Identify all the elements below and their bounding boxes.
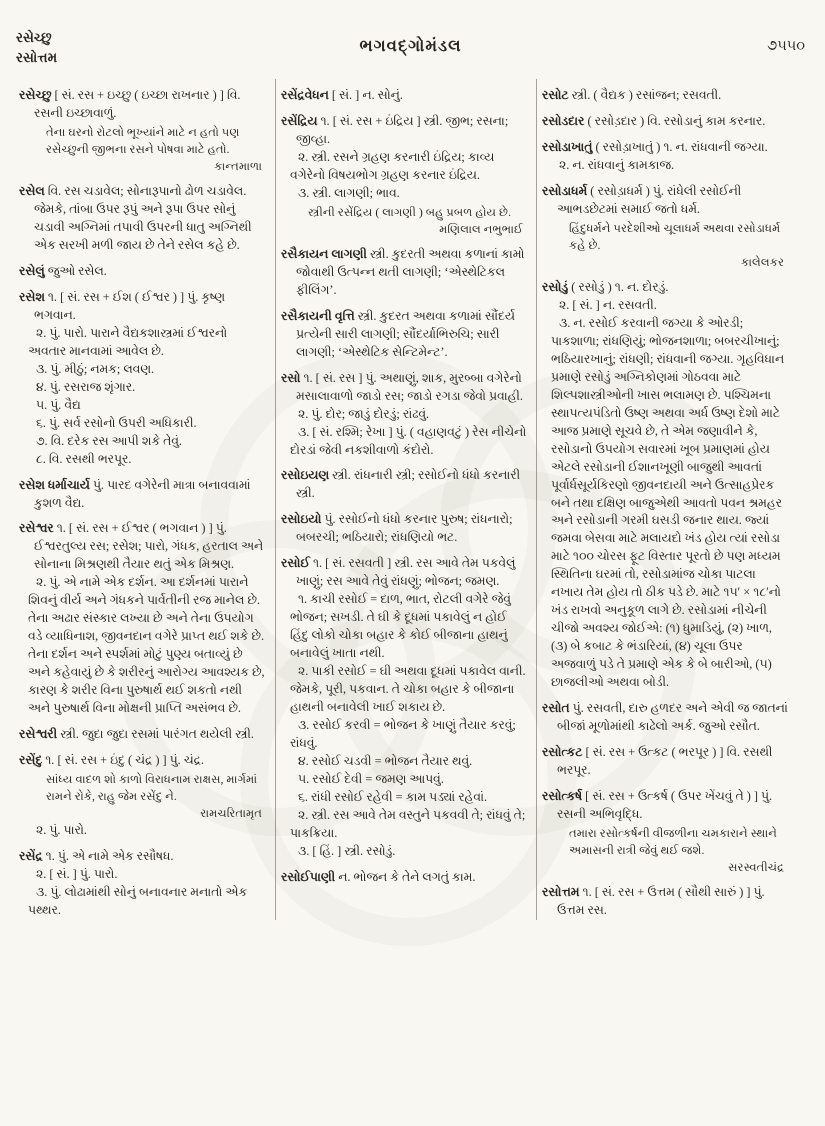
dictionary-entry: રસોત્કટ [ સં. રસ + ઉત્કટ ( ભરપૂર ) ] વિ. રસથી ભરપૂર. <box>542 744 773 777</box>
headword: રસોઇયો <box>281 512 322 527</box>
dictionary-entry: રસોઇયો પું. રસોઈનો ધંધો કરનાર પુરુષ; રાંધનારો; બબરચી; ભઠિયારો; રાંધણિયો ભટ. <box>281 512 513 545</box>
headword: રસેંદ્ર <box>19 849 43 864</box>
headword: રસોત્કટ <box>542 744 583 759</box>
dictionary-entry: રસેચ્છુ [ સં. રસ + ઇચ્છુ ( ઇચ્છા રાખનાર ) ] વિ. રસની ઇચ્છાવાળું. <box>19 88 241 121</box>
headword: રસેશ્વર <box>19 521 54 536</box>
citation-quote: સાંધ્ય વાદળ શો કાળો વિરાધનામ રાક્ષસ, માર્ગમાં રામને રોકે, રાહુ જેમ રસેંદુ ને. <box>46 772 258 803</box>
dictionary-column <box>536 79 797 920</box>
sense-paragraph: ૧. કાચી રસોઈ = દાળ, ભાત, રોટલી વગેરે જેવું ભોજન; સખડી. તે ઘી કે દૂધમાં પકાવેલું ન હોઈ હિંદુ લોકો ચોકા બહાર કે કોઈ બીજાના હાથનું બનાવેલું ખાતા નથી. <box>290 592 511 661</box>
dictionary-entry: રસૈકાયની વૃત્તિ સ્ત્રી. કુદરત અથવા કળામાં સૌંદર્ય પ્રત્યેની સારી લાગણી; સૌંદર્યાભિરુચિ; સારી લાગણી; ‘એસ્થેટિક સેન્ટિમેન્ટ’. <box>281 308 515 359</box>
sense-paragraph: ૩. [ સં. રશ્મિ; રેખા ] પું. ( વહાણવટું ) રેસ નીચેનો દોરડાં જેવી નકશીવાળો કંદોરો. <box>290 424 527 457</box>
sense-paragraph: ૮. વિ. રસથી ભરપૂર. <box>36 451 132 466</box>
headword: રસેશ્વરી <box>19 726 58 741</box>
dictionary-entry: રસોડદાર ( રસોડ઼દાર ) વિ. રસોડાનું કામ કરનાર. <box>542 114 766 129</box>
citation-source: મણિલાલ નભુભાઈ <box>439 222 523 236</box>
sense-paragraph: ૨. સ્ત્રી. રસ આવે તેમ વસ્તુને પકવવી તે; રાંધવું તે; પાકક્રિયા. <box>290 807 526 840</box>
headword: રસેશ <box>19 290 45 305</box>
sense-paragraph: ૩. રસોઈ કરવી = ભોજન કે ખાણું તૈયાર કરવું; રાંધવું. <box>290 717 516 750</box>
sense-paragraph: ૨. પું. પારો. <box>36 823 87 838</box>
sense-paragraph: ૨. પાકી રસોઈ = ઘી અથવા દૂધમાં પકાવેલ વાની. જેમકે, પૂરી, પકવાન. તે ચોકા બહાર કે બીજાના હાથની બનાવેલી ખાઈ શકાય છે. <box>290 664 526 714</box>
citation-source: સરસ્વતીચંદ્ર <box>728 860 784 874</box>
sense-paragraph: ૩. ન. રસોઈ કરવાની જગ્યા કે ઓરડી; પાકશાળા; રાંધણિયું; ભોજનશાળા; બબરચીખાનું; ભઠિયારખાનું; રાંધણી; રાંધવાની જગ્યા. ગૃહવિધાન પ્રમાણે રસોડું અગ્નિકોણમાં ગોઠવવા માટે શિલ્પશાસ્ત્રીઓની ખાસ ભલામણ છે. પશ્ચિમના સ્થાપત્યપંડિતો ઉષ્ણ અથવા અર્ધ ઉષ્ણ દેશો માટે આજ પ્રમાણે સૂચવે છે, તે એમ જણાવીને કે, રસોડાનો ઉપયોગ સવારમાં ખૂબ પ્રમાણમાં હોય એટલે રસોડાની ઈશાનખૂણી બાજુથી આવતાં પૂર્વાર્ધસૂર્યકિરણો જીવનદાયી અને ઉત્સાહપ્રેરક બને તથા દક્ષિણ બાજુએથી આવતો પવન શ્રમહર અને રસોડાની ગરમી ઘસડી જનાર થાય. જ્યાં જમવા બેસવા માટે મલાયદો ખંડ હોય ત્યાં રસોડા માટે ૧૦૦ ચોરસ ફૂટ વિસ્તાર પૂરતો છે પણ મધ્યમ સ્થિતિના ઘરમાં તો, રસોડામાંજ ચોકા પાટલા નખાય તેમ હોય તો ઠીક પડે છે. માટે ૧૫′ × ૧૮′નો ખંડ રાખવો અનુકૂળ લાગે છે. રસોડામાં નીચેની ચીજો અવશ્ય જોઈએ: (૧) ધુમાડિયું, (૨) ખાળ, (૩) બે કબાટ કે ભંડારિયાં, (૪) ચૂલા ઉપર અજવાળું પડે તે પ્રમાણે એક કે બે બારીઓ, (૫) છાજલીઓ અથવા બોડી. <box>551 315 785 690</box>
dictionary-entry: રસૈકાયન લાગણી સ્ત્રી. કુદરતી અથવા કળાનાં કામો જોવાથી ઉત્પન્ન થતી લાગણી; ‘એસ્થેટિકલ ફીલિંગ’. <box>281 247 525 297</box>
sense-paragraph: ૬. રાંધી રસોઈ રહેવી = કામ પડ્યાં રહેવાં. <box>298 789 488 804</box>
sense-paragraph: ૬. પું. સર્વ રસોનો ઉપરી અધિકારી. <box>36 415 197 430</box>
citation-source: કાન્તમાળા <box>214 160 262 174</box>
dictionary-entry: રસોઈ ૧. [ સં. રસવતી ] સ્ત્રી. રસ આવે તેમ પકવેલું ખાણું; રસ આવે તેવું રાંધણું; ભોજન; જમણ. <box>281 556 516 589</box>
headword: રસોડાખાતું <box>542 140 593 155</box>
headword: રસેલ <box>19 184 45 199</box>
page-header <box>0 0 825 71</box>
headword: રસોઈ <box>281 556 310 571</box>
dictionary-entry: રસો ૧. [ સં. રસ ] પું. અથાણું, શાક, મુરબ્બા વગેરેનો મસાલાવાળો જાડો રસ; જાડો રગડા જેવો પ્રવાહી. <box>281 370 523 403</box>
sense-paragraph: ૨. ન. રાંધવાનું કામકાજ. <box>559 157 675 172</box>
dictionary-entry: રસોત પું. રસવતી, દારુ હળદર અને એવી જ જાતનાં બીજાં મૂળોમાંથી કાઢેલો અર્ક. જુઓ રસૌત. <box>542 701 788 733</box>
headword: રસોટ <box>542 88 569 103</box>
headword: રસોત્કર્ષ <box>542 788 583 803</box>
dictionary-entry: રસોઇયણ સ્ત્રી. રાંધનારી સ્ત્રી; રસોઈનો ધંધો કરનારી સ્ત્રી. <box>281 468 521 501</box>
headword: રસોત <box>542 701 570 715</box>
headword: રસેશ ધર્માચાર્ય <box>19 477 90 492</box>
dictionary-entry: રસેંદ્રવેધન [ સં. ] ન. સોનું. <box>281 88 403 103</box>
dictionary-entry: રસેશ ૧. [ સં. રસ + ઈશ ( ઈશ્વર ) ] પું. કૃષ્ણ ભગવાન. <box>19 290 225 322</box>
sense-paragraph: ૩. પું. મીઠું; નમક; લવણ. <box>36 361 155 376</box>
headword: રસેંદ્રિય <box>281 114 318 129</box>
sense-paragraph: ૩. પું. લોઢામાંથી સોનું બનાવનાર મનાતો એક પથ્થર. <box>28 884 248 917</box>
sense-paragraph: ૨. પું. પારો. પારાને વૈદ્યકશાસ્ત્રમાં ઈશ્વરનો અવતાર માનવામાં આવેલ છે. <box>28 325 228 358</box>
sense-paragraph: ૭. વિ. દરેક રસ આપી શકે તેવું. <box>36 433 183 448</box>
sense-paragraph: ૫. રસોઈ દેવી = જમણ આપવું. <box>298 771 444 786</box>
dictionary-column <box>14 79 275 920</box>
sense-paragraph: ૩. સ્ત્રી. લાગણી; ભાવ. <box>298 185 400 200</box>
dictionary-entry: રસેશ્વર ૧. [ સં. રસ + ઈશ્વર ( ભગવાન ) ] પું. ઈશ્વરતુલ્ય રસ; રસેશ; પારો, ગંધક, હરતાલ અને સોનાના મિશ્રણથી તૈયાર થતું એક મિશ્રણ. <box>19 521 264 572</box>
citation-quote: તેના ઘરનો રોટલો ભૂખ્યાંને માટે ન હતો પણ રસેચ્છુની જીભના રસને પોષવા માટે હતો. <box>46 126 240 157</box>
page-title: ભગવદ્ગોમંડલ <box>359 36 462 55</box>
headword: રસેચ્છુ <box>19 88 52 103</box>
headword: રસો <box>281 370 301 385</box>
dictionary-entry: રસોત્કર્ષ [ સં. રસ + ઉત્કર્ષ ( ઉપર ખેંચવું તે ) ] પું. રસની અભિવૃદ્ધિ. <box>542 788 773 821</box>
dictionary-entry: રસોત્તમ ૧. [ સં. રસ + ઉત્તમ ( સૌથી સારું ) ] પું. ઉત્તમ રસ. <box>542 884 765 917</box>
headword: રસોડું <box>542 280 569 295</box>
guide-word-last-entry: રસોત્તમ <box>16 49 58 65</box>
sense-paragraph: ૨. પું. એ નામે એક દર્શન. આ દર્શનમાં પારાને શિવનું વીર્ય અને ગંધકને પાર્વતીની રજ માનેલ છે. તેના અઢાર સંસ્કાર લખ્યા છે અને તેના ઉપયોગ વડે વ્યાધિનાશ, જીવનદાન વગેરે પ્રાપ્ત થઈ શકે છે. તેના દર્શન અને સ્પર્શમાં મોટું પુણ્ય બતાવ્યું છે અને કહેવાયું છે કે શરીરનું આરોગ્ય આવશ્યક છે, કારણ કે શરીર વિના પુરુષાર્થ થઈ શકતો નથી અને પુરુષાર્થ વિના મોક્ષની પ્રાપ્તિ અસંભવ છે. <box>28 575 265 715</box>
dictionary-entry: રસેશ ધર્માચાર્ય પું. પારદ વગેરેની માત્રા બનાવવામાં કુશળ વૈદ્ય. <box>19 477 251 510</box>
dictionary-entry: રસોડાધર્મ ( રસોડ઼ાધર્મ ) પું. રાંધેલી રસોઈની આભડછેટમાં સમાઈ જતો ધર્મ. <box>542 183 742 216</box>
dictionary-entry: રસેંદ્રિય ૧. [ સં. રસ + ઇંદ્રિય ] સ્ત્રી. જીભ; રસના; જીવ્હા. <box>281 114 509 147</box>
dictionary-entry: રસોઈપાણી ન. ભોજન કે તેને લગતું કામ. <box>281 869 476 884</box>
citation-quote: સ્ત્રીની રસેંદ્રિય ( લાગણી ) બહુ પ્રબળ હોય છે. <box>308 205 512 219</box>
dictionary-entry: રસેંદ્ર ૧. પું. એ નામે એક રસૌષધ. <box>19 849 174 864</box>
citation-source: કાલેલકર <box>740 256 784 269</box>
sense-paragraph: ૨. [ સં. ] ન. રસવતી. <box>559 298 657 313</box>
guide-word-first-entry: રસેચ્છુ <box>16 30 52 45</box>
headword: રસેંદ્રવેધન <box>281 88 329 103</box>
headword: રસેલું <box>19 264 45 279</box>
headword: રસેંદુ <box>19 752 43 767</box>
sense-paragraph: ૫. પું. વૈદ્ય <box>36 397 81 412</box>
sense-paragraph: ૪. રસોઈ ચડવી = ભોજન તૈયાર થવું. <box>298 753 473 768</box>
dictionary-entry: રસોટ સ્ત્રી. ( વૈદ્યક ) રસાંજન; રસવતી. <box>542 88 722 103</box>
sense-paragraph: ૪. પું. રસરાજ શૃંગાર. <box>36 379 136 394</box>
headword: રસૈકાયન લાગણી <box>281 247 367 261</box>
dictionary-entry: રસેલ વિ. રસ ચડાવેલ; સોનારૂપાનો ઢોળ ચડાવેલ. જેમકે, તાંબા ઉપર રૂપું અને રૂપા ઉપર સોનું ચડાવી અગ્નિમાં તપાવી ઉપરની ધાતુ અગ્નિથી એક સરખી મળી જાય છે તેને રસેલ કહે છે. <box>19 184 252 253</box>
citation-quote: તમારા રસોત્કર્ષની વીજળીના ચમકારાને સ્થાને અમાસની રાત્રી જેવું થઈ જશે. <box>569 826 777 857</box>
dictionary-entry: રસોડું ( રસોડ઼ું ) ૧. ન. દોરડું. <box>542 280 669 295</box>
citation-quote: હિંદુધર્મને પરદેશીઓ ચૂલાધર્મ અથવા રસોડાધર્મ કહે છે. <box>569 221 781 252</box>
dictionary-entry: રસેશ્વરી સ્ત્રી. જુદા જુદા રસમાં પારંગત થયેલી સ્ત્રી. <box>19 726 254 741</box>
headword: રસોડાધર્મ <box>542 183 588 198</box>
sense-paragraph: ૨. સ્ત્રી. રસને ગ્રહણ કરનારી ઇંદ્રિય; કાવ્ય વગેરેનો વિષયભોગ ગ્રહણ કરનાર ઇંદ્રિય. <box>290 149 495 182</box>
headword: રસોઇયણ <box>281 468 330 483</box>
headword: રસૈકાયની વૃત્તિ <box>281 308 355 323</box>
columns-container <box>0 71 825 920</box>
sense-paragraph: ૩. [ હિં. ] સ્ત્રી. રસોડું. <box>298 843 396 858</box>
headword: રસોત્તમ <box>542 884 580 899</box>
guide-words <box>16 28 186 67</box>
sense-paragraph: ૨. પું. દોર; જાડું દોરડું; રાંઢવું. <box>298 406 430 421</box>
sense-paragraph: ૨. [ સં. ] પું. પારો. <box>36 867 118 881</box>
headword: રસોડદાર <box>542 114 585 129</box>
dictionary-column <box>275 79 536 920</box>
citation-source: રામચરિતામૃત <box>200 807 262 821</box>
dictionary-entry: રસેલું જુઓ રસેલ. <box>19 264 107 279</box>
page-number: ૭૫૫૦ <box>767 38 805 54</box>
dictionary-entry: રસોડાખાતું ( રસોડ઼ાખાતું ) ૧. ન. રાંધવાની જગ્યા. <box>542 140 768 155</box>
dictionary-entry: રસેંદુ ૧. [ સં. રસ + ઇંદુ ( ચંદ્ર ) ] પું. ચંદ્ર. <box>19 752 204 767</box>
headword: રસોઈપાણી <box>281 869 336 884</box>
